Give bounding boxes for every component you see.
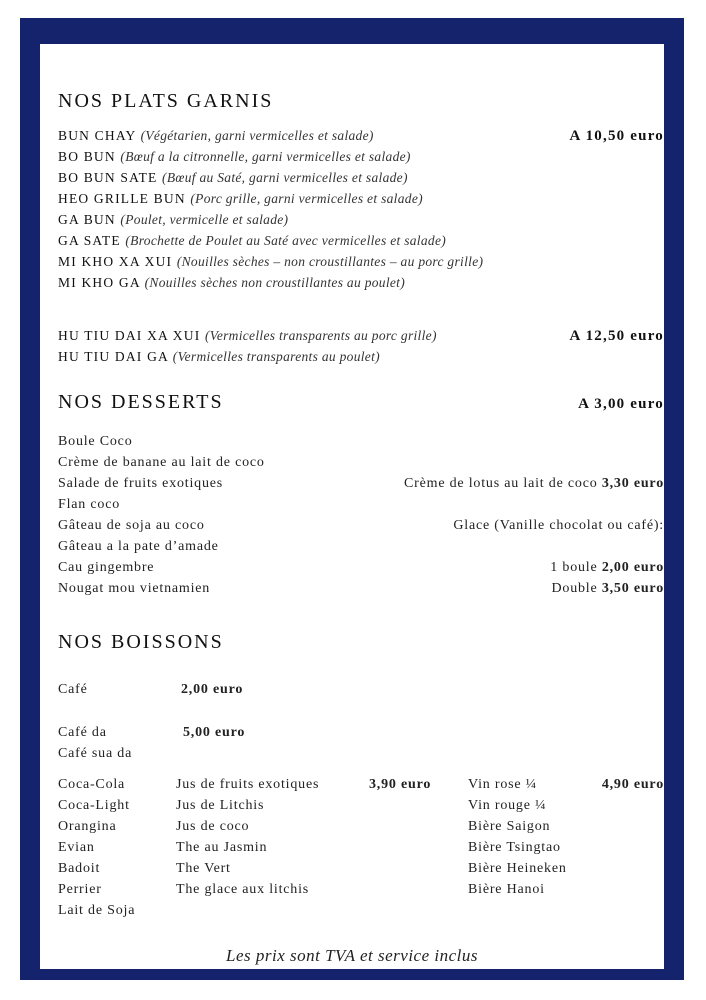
- dish-item: BO BUN SATE (Bœuf au Saté, garni vermicelles et salade): [58, 170, 408, 185]
- drink-item: The au Jasmin: [176, 840, 268, 855]
- drink-item: Coca-Cola: [58, 777, 126, 792]
- menu-border-frame: [20, 18, 684, 980]
- plats-title: NOS PLATS GARNIS: [58, 90, 274, 112]
- drink-item: Café: [58, 682, 88, 697]
- dish-item: HEO GRILLE BUN (Porc grille, garni vermicelles et salade): [58, 191, 423, 206]
- drink-item: Café sua da: [58, 746, 133, 761]
- dessert-glace: Glace (Vanille chocolat ou café):: [453, 518, 664, 533]
- desserts-price: A 3,00 euro: [578, 396, 664, 412]
- drink-item: Bière Heineken: [468, 861, 567, 876]
- drink-item: Bière Saigon: [468, 819, 551, 834]
- drink-item: Vin rose ¼: [468, 777, 537, 792]
- drink-item: Coca-Light: [58, 798, 130, 813]
- dessert-item: Boule Coco: [58, 434, 133, 449]
- drink-item: Vin rouge ¼: [468, 798, 547, 813]
- plats-group2-price: A 12,50 euro: [569, 328, 664, 344]
- dish-item: HU TIU DAI XA XUI (Vermicelles transparents au porc grille): [58, 328, 437, 343]
- dish-item: MI KHO GA (Nouilles sèches non croustillantes au poulet): [58, 275, 406, 290]
- dessert-item: Gâteau de soja au coco: [58, 518, 205, 533]
- dessert-glace-boule: 1 boule 2,00 euro: [550, 560, 664, 575]
- drink-item: The glace aux litchis: [176, 882, 310, 897]
- drink-item: Bière Hanoi: [468, 882, 545, 897]
- drink-item: Lait de Soja: [58, 903, 136, 918]
- footer-note: Les prix sont TVA et service inclus: [225, 946, 478, 965]
- dish-item: GA BUN (Poulet, vermicelle et salade): [58, 212, 289, 227]
- dessert-glace-double: Double 3,50 euro: [551, 581, 664, 596]
- plats-group1-price: A 10,50 euro: [569, 128, 664, 144]
- dessert-item: Gâteau a la pate d’amade: [58, 539, 219, 554]
- boissons-title: NOS BOISSONS: [58, 631, 224, 653]
- drink-item: Bière Tsingtao: [468, 840, 561, 855]
- drink-item: Badoit: [58, 861, 101, 876]
- dish-item: GA SATE (Brochette de Poulet au Saté avec vermicelles et salade): [58, 233, 447, 248]
- drink-item: Evian: [58, 840, 95, 855]
- dessert-lotus: Crème de lotus au lait de coco 3,30 euro: [404, 476, 664, 491]
- drink-item: Café da: [58, 725, 107, 740]
- dessert-item: Flan coco: [58, 497, 121, 512]
- dessert-item: Crème de banane au lait de coco: [58, 455, 265, 470]
- drink-item: Perrier: [58, 882, 102, 897]
- drink-item: Jus de coco: [176, 819, 250, 834]
- dish-item: MI KHO XA XUI (Nouilles sèches – non croustillantes – au porc grille): [58, 254, 484, 269]
- drink-item: The Vert: [176, 861, 231, 876]
- desserts-title: NOS DESSERTS: [58, 391, 224, 413]
- drink-price: 5,00 euro: [183, 725, 246, 740]
- dish-item: HU TIU DAI GA (Vermicelles transparents au poulet): [58, 349, 380, 364]
- drink-item: Jus de Litchis: [176, 798, 265, 813]
- dish-item: BO BUN (Bœuf a la citronnelle, garni vermicelles et salade): [58, 149, 411, 164]
- menu-page: [40, 44, 664, 969]
- drink-item: Jus de fruits exotiques: [176, 777, 320, 792]
- dessert-item: Cau gingembre: [58, 560, 155, 575]
- drink-price: 2,00 euro: [181, 682, 244, 697]
- drink-price: 3,90 euro: [369, 777, 432, 792]
- drink-price: 4,90 euro: [601, 777, 664, 792]
- drink-item: Orangina: [58, 819, 117, 834]
- dessert-item: Salade de fruits exotiques: [58, 476, 224, 491]
- dessert-item: Nougat mou vietnamien: [58, 581, 211, 596]
- dish-item: BUN CHAY (Végétarien, garni vermicelles et salade): [58, 128, 374, 143]
